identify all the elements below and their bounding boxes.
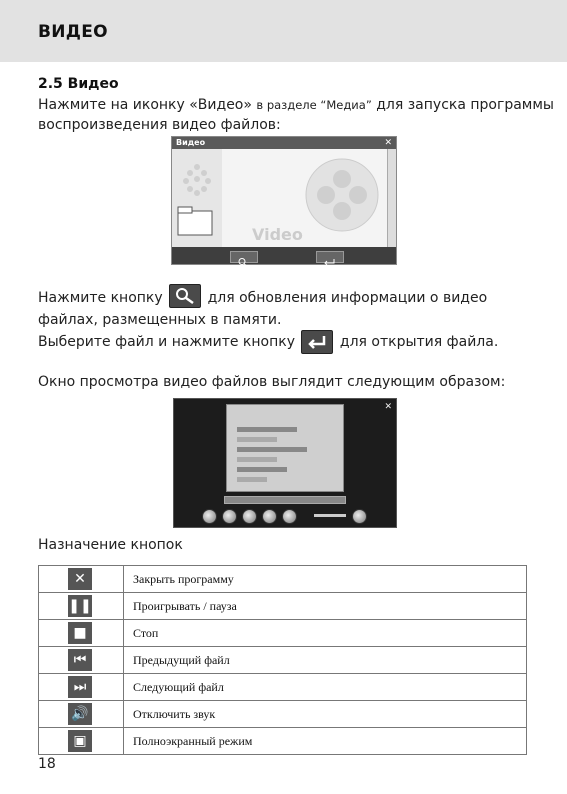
next-icon: ⏭	[68, 676, 92, 698]
intro-part3: для запуска программы	[371, 97, 554, 113]
button-description: Проигрывать / пауза	[124, 593, 527, 620]
window-close-icon[interactable]: ✕	[384, 138, 392, 148]
pause-icon: ❚❚	[68, 595, 92, 617]
previous-icon: ⏮	[68, 649, 92, 671]
intro-line2: воспроизведения видео файлов:	[38, 117, 281, 133]
table-row	[39, 593, 527, 620]
open-paragraph	[38, 330, 558, 354]
refresh-text-before: Нажмите кнопку	[38, 290, 163, 306]
button-description: Закрыть программу	[124, 566, 527, 593]
buttons-heading: Назначение кнопок	[38, 537, 183, 553]
refresh-text-after: для обновления информации о видео	[207, 290, 488, 306]
refresh-text-line2: файлах, размещенных в памяти.	[38, 312, 282, 328]
stop-control[interactable]	[242, 509, 257, 524]
button-description: Следующий файл	[124, 674, 527, 701]
button-description: Отключить звук	[124, 701, 527, 728]
close-control[interactable]	[202, 509, 217, 524]
table-row	[39, 620, 527, 647]
table-row	[39, 728, 527, 755]
play-pause-control[interactable]	[222, 509, 237, 524]
table-row	[39, 566, 527, 593]
scrollbar[interactable]	[387, 149, 396, 247]
intro-paragraph	[38, 95, 558, 135]
table-row	[39, 647, 527, 674]
video-screen	[226, 404, 344, 492]
refresh-paragraph	[38, 286, 558, 330]
fullscreen-icon: ▣	[68, 730, 92, 752]
intro-part1: Нажмите на иконку «Видео»	[38, 97, 257, 113]
open-text-before: Выберите файл и нажмите кнопку	[38, 334, 295, 350]
buttons-table	[38, 565, 527, 755]
video-app-window	[171, 136, 397, 265]
volume-slider[interactable]	[314, 514, 346, 517]
intro-part2: в разделе “Медиа”	[256, 98, 372, 112]
previous-control[interactable]	[262, 509, 277, 524]
section-title: 2.5 Видео	[38, 76, 119, 92]
close-icon: ✕	[68, 568, 92, 590]
player-paragraph: Окно просмотра видео файлов выглядит следующим образом:	[38, 374, 506, 390]
fullscreen-control[interactable]	[352, 509, 367, 524]
table-row	[39, 674, 527, 701]
table-row	[39, 701, 527, 728]
button-description: Предыдущий файл	[124, 647, 527, 674]
video-watermark: Video	[252, 225, 303, 244]
video-player-window	[173, 398, 397, 528]
enter-icon	[301, 330, 333, 354]
page-number: 18	[38, 756, 56, 772]
next-control[interactable]	[282, 509, 297, 524]
folder-icon	[172, 149, 222, 247]
button-description: Полноэкранный режим	[124, 728, 527, 755]
stop-icon: ■	[68, 622, 92, 644]
page-header	[0, 0, 567, 62]
window-titlebar	[172, 137, 396, 149]
open-text-after: для открытия файла.	[339, 334, 499, 350]
window-title: Видео	[176, 138, 206, 147]
refresh-button[interactable]	[230, 251, 258, 263]
open-button[interactable]	[316, 251, 344, 263]
search-icon	[169, 284, 201, 308]
window-toolbar	[172, 247, 396, 264]
film-reel-icon	[302, 155, 382, 235]
file-panel	[172, 149, 222, 247]
player-close-icon[interactable]: ✕	[384, 402, 392, 412]
seek-bar[interactable]	[224, 496, 346, 504]
speaker-icon: 🔊	[68, 703, 92, 725]
button-description: Стоп	[124, 620, 527, 647]
header-title: ВИДЕО	[38, 22, 108, 42]
